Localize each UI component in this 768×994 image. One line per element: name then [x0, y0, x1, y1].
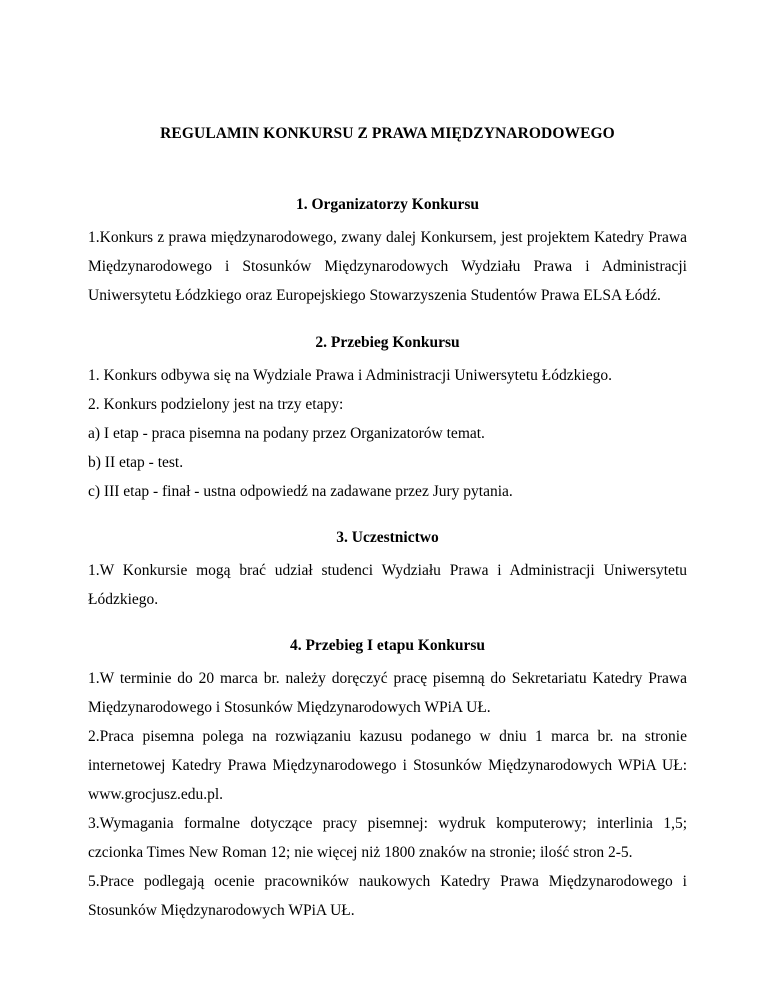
- paragraph-list: [88, 223, 687, 310]
- paragraph: 1.Konkurs z prawa międzynarodowego, zwany dalej Konkursem, jest projektem Katedry Prawa Międzynarodowego i Stosunków Międzynarodowych Wydziału Prawa i Administracji Uniwersytetu Łódzkiego oraz Europejskiego Stowarzyszenia Studentów Prawa ELSA Łódź.: [88, 229, 687, 304]
- section-heading: 4. Przebieg I etapu Konkursu: [289, 637, 486, 654]
- paragraph-list: [88, 664, 687, 925]
- section-heading: 2. Przebieg Konkursu: [315, 334, 460, 351]
- paragraph: 5.Prace podlegają ocenie pracowników naukowych Katedry Prawa Międzynarodowego i Stosunków Międzynarodowych WPiA UŁ.: [88, 873, 687, 919]
- section-participation: [88, 528, 687, 614]
- list-item: b) II etap - test.: [88, 454, 184, 471]
- paragraph: 2. Konkurs podzielony jest na trzy etapy:: [88, 396, 344, 413]
- list-item: c) III etap - finał - ustna odpowiedź na zadawane przez Jury pytania.: [88, 483, 513, 500]
- paragraph-list: [88, 556, 687, 614]
- paragraph: 1.W Konkursie mogą brać udział studenci Wydziału Prawa i Administracji Uniwersytetu Łódzkiego.: [88, 562, 687, 608]
- document-title: REGULAMIN KONKURSU Z PRAWA MIĘDZYNARODOWEGO: [160, 125, 615, 142]
- paragraph-list: [88, 361, 687, 506]
- section-heading: 1. Organizatorzy Konkursu: [296, 196, 479, 213]
- paragraph: 2.Praca pisemna polega na rozwiązaniu kazusu podanego w dniu 1 marca br. na stronie internetowej Katedry Prawa Międzynarodowego i Stosunków Międzynarodowych WPiA UŁ: www.grocjusz.edu.pl.: [88, 728, 687, 803]
- paragraph: 1.W terminie do 20 marca br. należy doręczyć pracę pisemną do Sekretariatu Katedry Prawa Międzynarodowego i Stosunków Międzynarodowych WPiA UŁ.: [88, 670, 687, 716]
- section-heading: 3. Uczestnictwo: [336, 529, 439, 546]
- section-organizers: [88, 195, 687, 310]
- section-stage-one: [88, 636, 687, 925]
- paragraph: 1. Konkurs odbywa się na Wydziale Prawa i Administracji Uniwersytetu Łódzkiego.: [88, 367, 612, 384]
- list-item: a) I etap - praca pisemna na podany przez Organizatorów temat.: [88, 425, 485, 442]
- paragraph: 3.Wymagania formalne dotyczące pracy pisemnej: wydruk komputerowy; interlinia 1,5; czcionka Times New Roman 12; nie więcej niż 1800 znaków na stronie; ilość stron 2-5.: [88, 815, 687, 861]
- section-course: [88, 333, 687, 506]
